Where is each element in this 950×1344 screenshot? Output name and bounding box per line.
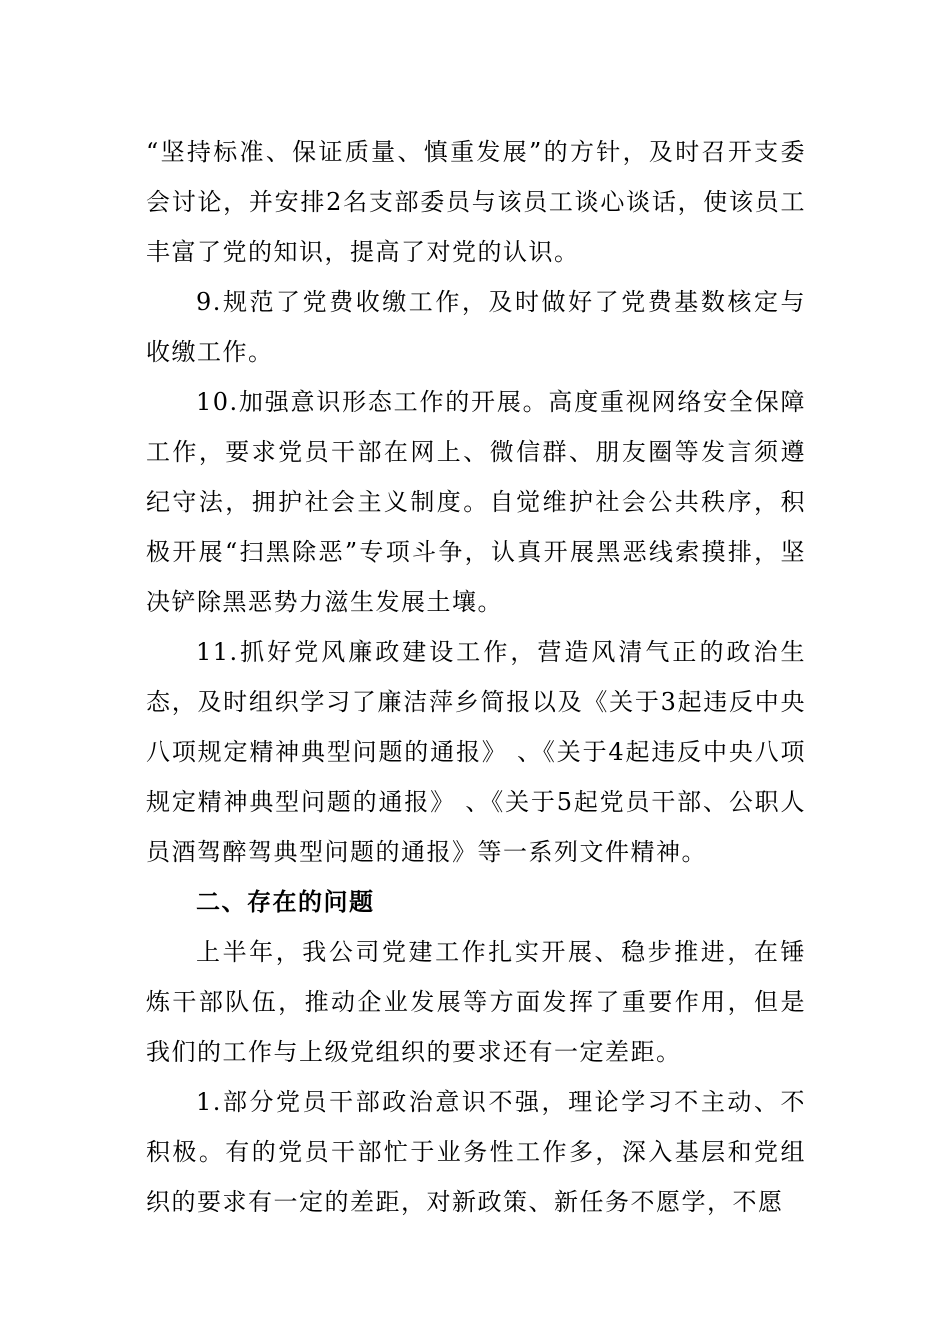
paragraph-problem-1: 1.部分党员干部政治意识不强，理论学习不主动、不积极。有的党员干部忙于业务性工作多，深入基层和党组织的要求有一定的差距，对新政策、新任务不愿学，不愿: [146, 1088, 806, 1216]
section-heading: 二、存在的问题: [196, 888, 375, 916]
document-body: [146, 127, 806, 1227]
paragraph-item-11: 11.抓好党风廉政建设工作，营造风清气正的政治生态，及时组织学习了廉洁萍乡简报以及《关于3起违反中央八项规定精神典型问题的通报》 、《关于4起违反中央八项规定精神典型问题的通报》 、《关于5起党员干部、公职人员酒驾醉驾典型问题的通报》等一系列文件精神。: [146, 638, 806, 866]
paragraph-continuation: “坚持标准、保证质量、慎重发展”的方针，及时召开支委会讨论，并安排2名支部委员与该员工谈心谈话，使该员工丰富了党的知识，提高了对党的认识。: [146, 138, 806, 266]
paragraph-item-9: 9.规范了党费收缴工作，及时做好了党费基数核定与收缴工作。: [146, 288, 806, 366]
paragraph-item-10: 10.加强意识形态工作的开展。高度重视网络安全保障工作，要求党员干部在网上、微信群、朋友圈等发言须遵纪守法，拥护社会主义制度。自觉维护社会公共秩序，积极开展“扫黑除恶”专项斗争，认真开展黑恶线索摸排，坚决铲除黑恶势力滋生发展土壤。: [146, 388, 806, 616]
paragraph-problems-intro: 上半年，我公司党建工作扎实开展、稳步推进，在锤炼干部队伍，推动企业发展等方面发挥了重要作用，但是我们的工作与上级党组织的要求还有一定差距。: [146, 938, 806, 1066]
